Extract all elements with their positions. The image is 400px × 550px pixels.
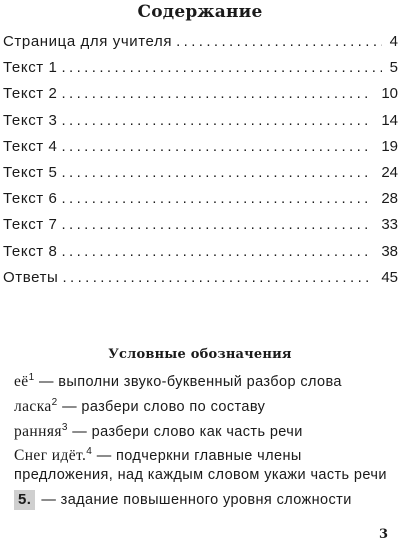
legend-term: ранняя	[14, 423, 62, 440]
toc-row	[3, 33, 398, 59]
toc-label: Текст 7	[3, 216, 58, 234]
toc-leader-dots	[61, 243, 373, 260]
toc-label: Текст 1	[3, 59, 58, 77]
toc-label: Текст 4	[3, 137, 58, 155]
toc-row	[3, 85, 398, 111]
legend-item	[14, 422, 394, 442]
toc-label: Текст 8	[3, 242, 58, 260]
legend-mark: 2	[51, 397, 58, 409]
legend-text: — разбери слово по составу	[57, 399, 266, 415]
legend-text: — выполни звуко-буквенный разбор слова	[34, 374, 342, 390]
toc-page-number: 14	[381, 111, 398, 129]
toc-page-number: 5	[389, 59, 398, 77]
toc-page-number: 24	[381, 163, 398, 181]
toc-page-number: 28	[381, 190, 398, 208]
legend-term: её	[14, 373, 29, 390]
toc-label: Страница для учителя	[3, 33, 173, 50]
page-title: Содержание	[137, 2, 263, 22]
toc-page-number: 33	[381, 216, 398, 234]
toc-leader-dots	[61, 59, 381, 76]
legend-text: — задание повышенного уровня сложности	[41, 492, 352, 508]
toc-leader-dots	[61, 164, 373, 181]
legend-text: — разбери слово как часть речи	[67, 424, 303, 440]
toc-label: Текст 5	[3, 163, 58, 181]
legend-text: — подчеркни главные члены предложения, над каждым словом укажи часть речи	[14, 448, 387, 483]
toc-label: Текст 2	[3, 85, 58, 103]
legend-mark: 3	[61, 422, 68, 434]
toc-leader-dots	[61, 112, 373, 129]
table-of-contents	[3, 33, 398, 295]
toc-page-number: 38	[381, 242, 398, 260]
toc-row	[3, 112, 398, 138]
toc-page-number: 4	[389, 33, 398, 50]
toc-leader-dots	[62, 269, 373, 286]
toc-leader-dots	[61, 190, 373, 207]
legend-term: ласка	[14, 398, 52, 415]
legend-mark: 1	[28, 372, 35, 384]
toc-label: Ответы	[3, 268, 59, 286]
toc-row	[3, 164, 398, 190]
toc-leader-dots	[176, 33, 382, 50]
page-number: 3	[378, 527, 388, 542]
toc-row	[3, 59, 398, 85]
legend-list	[14, 372, 394, 515]
toc-page-number: 45	[381, 268, 398, 286]
toc-label: Текст 6	[3, 190, 58, 208]
toc-leader-dots	[61, 216, 373, 233]
toc-row	[3, 269, 398, 295]
toc-leader-dots	[61, 138, 373, 155]
legend-item	[14, 372, 394, 392]
legend-item	[14, 447, 394, 484]
toc-page-number: 10	[381, 85, 398, 103]
toc-row	[3, 190, 398, 216]
toc-row	[3, 243, 398, 269]
legend-item	[14, 490, 394, 510]
legend-term: Снег идёт.	[14, 447, 87, 464]
task-number-box: 5.	[14, 490, 35, 510]
toc-row	[3, 216, 398, 242]
legend-item	[14, 397, 394, 417]
toc-label: Текст 3	[3, 111, 58, 129]
legend-mark: 4	[86, 446, 93, 458]
toc-leader-dots	[61, 85, 373, 102]
legend-title: Условные обозначения	[108, 347, 292, 362]
toc-page-number: 19	[381, 137, 398, 155]
toc-row	[3, 138, 398, 164]
